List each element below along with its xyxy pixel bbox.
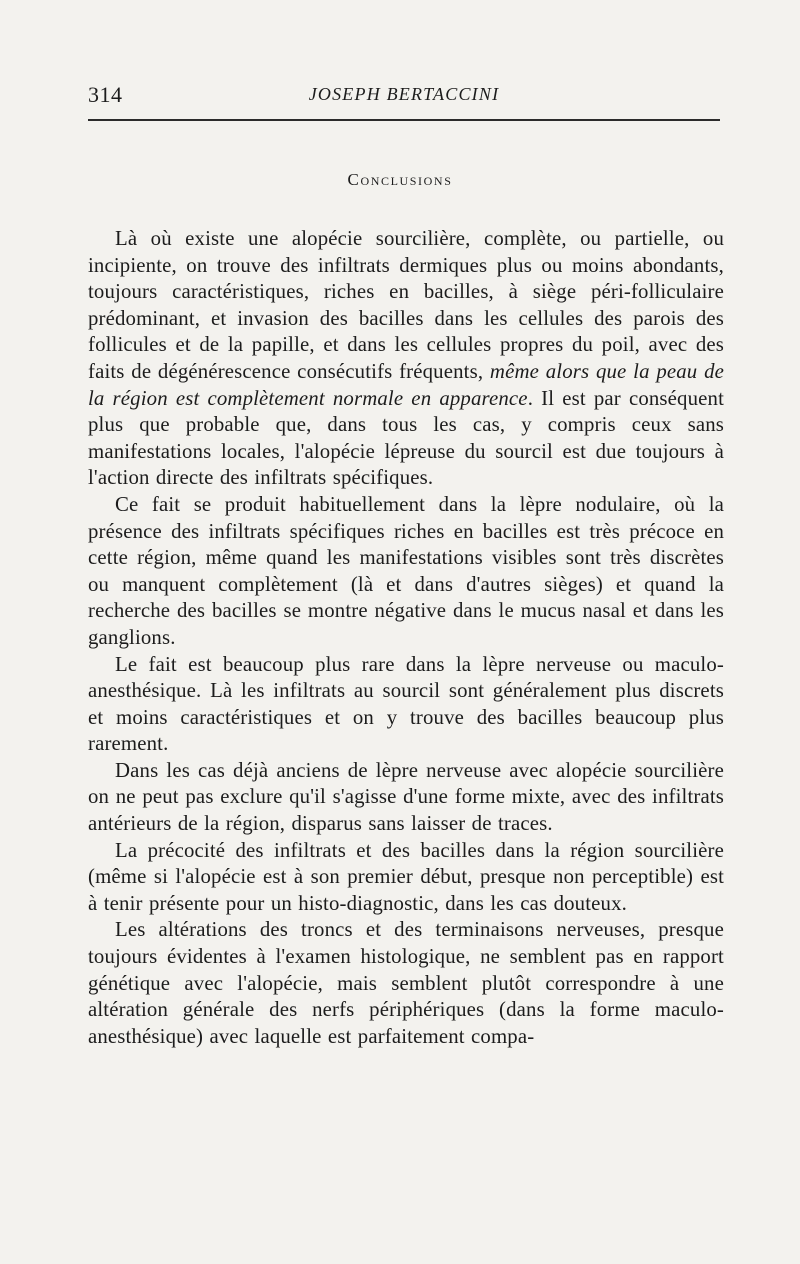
body-text [88,226,724,1050]
paragraph: Les altérations des troncs et des terminaisons nerveuses, presque toujours évidentes à l'examen histologique, ne semblent pas en rapport génétique avec l'alopécie, mais semblent plutôt correspondre à une altération générale des nerfs périphériques (dans la forme maculo-anesthésique) avec laquelle est parfaitement compa- [88,918,724,1048]
paragraph-text: Là où existe une alopécie sourcilière, complète, ou partielle, ou incipiente, on trouve des infiltrats dermiques plus ou moins abondants, toujours caractéristiques, riches en bacilles, à siège péri-folliculaire prédominant, et invasion des bacilles dans les cellules des parois des follicules et de la papille, et dans les cellules propres du poil, avec des faits de dégénérescence consécutifs fréquents, [88,227,724,383]
paragraph: La précocité des infiltrats et des bacilles dans la région sourcilière (même si l'alopécie est à son premier début, presque non perceptible) est à tenir présente pour un histo-diagnostic, dans les cas douteux. [88,838,724,915]
running-head [88,82,720,110]
section-heading: Conclusions [347,170,453,189]
header-rule [88,119,720,121]
paragraph: Le fait est beaucoup plus rare dans la lèpre nerveuse ou maculo-anesthésique. Là les infiltrats au sourcil sont généralement plus discrets et moins caractéristiques et on y trouve des bacilles beaucoup plus rarement. [88,652,724,756]
paragraph-text: . Il est par conséquent plus que probable que, dans tous les cas, y compris ceux sans manifestations locales, l'alopécie lépreuse du sourcil est due toujours à l'action directe des infiltrats spécifiques. [88,386,724,490]
running-title: JOSEPH BERTACCINI [308,84,500,104]
paragraph: Dans les cas déjà anciens de lèpre nerveuse avec alopécie sourcilière on ne peut pas exclure qu'il s'agisse d'une forme mixte, avec des infiltrats antérieurs de la région, disparus sans laisser de traces. [88,758,724,836]
emphasized-text: même alors que la peau de la région est complètement normale en apparence [88,359,724,410]
paragraph: Ce fait se produit habituellement dans la lèpre nodulaire, où la présence des infiltrats spécifiques riches en bacilles est très précoce en cette région, même quand les manifestations visibles sont très discrètes ou manquent complètement (là et dans d'autres sièges) et quand la recherche des bacilles se montre négative dans le mucus nasal et dans les ganglions. [88,492,724,649]
page-number: 314 [88,82,123,107]
paragraph [88,226,724,492]
